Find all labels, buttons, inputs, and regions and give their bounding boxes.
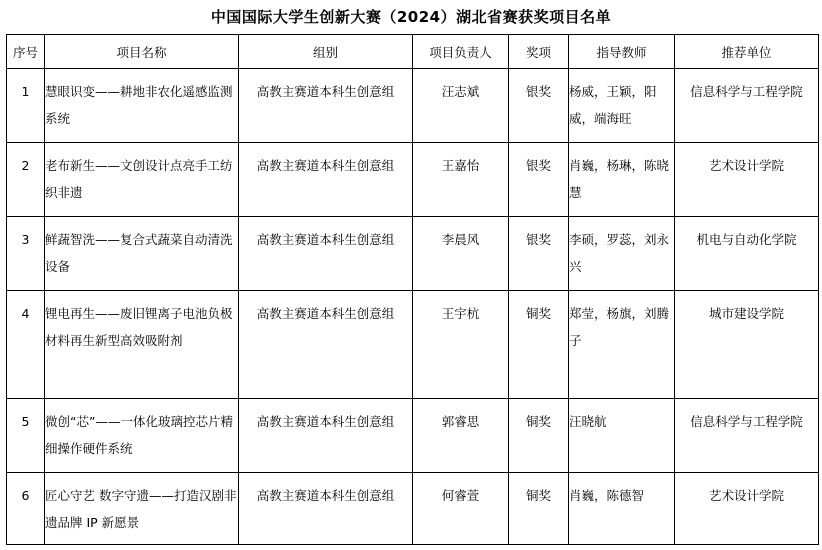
cell-award: 银奖 <box>509 143 569 217</box>
header-row <box>7 35 819 69</box>
column-header-teachers: 指导教师 <box>569 35 675 69</box>
cell-teachers: 郑莹，杨旗，刘腾子 <box>569 291 675 399</box>
cell-no: 5 <box>7 399 45 473</box>
cell-no: 2 <box>7 143 45 217</box>
cell-name: 鲜蔬智洗——复合式蔬菜自动清洗设备 <box>45 217 239 291</box>
cell-name: 微创“芯”——一体化玻璃控芯片精细操作硬件系统 <box>45 399 239 473</box>
cell-leader: 王宇杭 <box>413 291 509 399</box>
cell-teachers: 肖巍，陈德智 <box>569 473 675 545</box>
cell-name: 慧眼识变——耕地非农化遥感监测系统 <box>45 69 239 143</box>
cell-no: 1 <box>7 69 45 143</box>
cell-award: 铜奖 <box>509 399 569 473</box>
cell-name: 老布新生——文创设计点亮手工纺织非遗 <box>45 143 239 217</box>
cell-award: 银奖 <box>509 69 569 143</box>
cell-award: 铜奖 <box>509 291 569 399</box>
cell-unit: 艺术设计学院 <box>675 143 819 217</box>
cell-group: 高教主赛道本科生创意组 <box>239 143 413 217</box>
cell-name: 锂电再生——废旧锂离子电池负极材料再生新型高效吸附剂 <box>45 291 239 399</box>
cell-teachers: 肖巍，杨琳，陈晓慧 <box>569 143 675 217</box>
cell-group: 高教主赛道本科生创意组 <box>239 473 413 545</box>
cell-leader: 王嘉怡 <box>413 143 509 217</box>
cell-group: 高教主赛道本科生创意组 <box>239 291 413 399</box>
table-row <box>7 399 819 473</box>
table-row <box>7 143 819 217</box>
cell-group: 高教主赛道本科生创意组 <box>239 217 413 291</box>
cell-leader: 李晨风 <box>413 217 509 291</box>
page-title: 中国国际大学生创新大赛（2024）湖北省赛获奖项目名单 <box>210 8 612 26</box>
column-header-name: 项目名称 <box>45 35 239 69</box>
cell-teachers: 汪晓航 <box>569 399 675 473</box>
cell-leader: 何睿萱 <box>413 473 509 545</box>
cell-group: 高教主赛道本科生创意组 <box>239 399 413 473</box>
table-row <box>7 217 819 291</box>
cell-no: 4 <box>7 291 45 399</box>
cell-name: 匠心守艺 数字守遗——打造汉剧非遗品牌 IP 新愿景 <box>45 473 239 545</box>
column-header-no: 序号 <box>7 35 45 69</box>
cell-unit: 机电与自动化学院 <box>675 217 819 291</box>
cell-group: 高教主赛道本科生创意组 <box>239 69 413 143</box>
column-header-group: 组别 <box>239 35 413 69</box>
cell-award: 银奖 <box>509 217 569 291</box>
cell-teachers: 李硕，罗蕊，刘永兴 <box>569 217 675 291</box>
awards-table <box>6 34 819 545</box>
table-row <box>7 291 819 399</box>
column-header-leader: 项目负责人 <box>413 35 509 69</box>
cell-leader: 郭睿思 <box>413 399 509 473</box>
cell-unit: 信息科学与工程学院 <box>675 69 819 143</box>
cell-unit: 城市建设学院 <box>675 291 819 399</box>
column-header-award: 奖项 <box>509 35 569 69</box>
table-row <box>7 69 819 143</box>
column-header-unit: 推荐单位 <box>675 35 819 69</box>
cell-unit: 艺术设计学院 <box>675 473 819 545</box>
cell-no: 3 <box>7 217 45 291</box>
cell-leader: 汪志斌 <box>413 69 509 143</box>
table-row <box>7 473 819 545</box>
cell-award: 铜奖 <box>509 473 569 545</box>
cell-teachers: 杨威，王颖，阳威，端海旺 <box>569 69 675 143</box>
cell-unit: 信息科学与工程学院 <box>675 399 819 473</box>
cell-no: 6 <box>7 473 45 545</box>
